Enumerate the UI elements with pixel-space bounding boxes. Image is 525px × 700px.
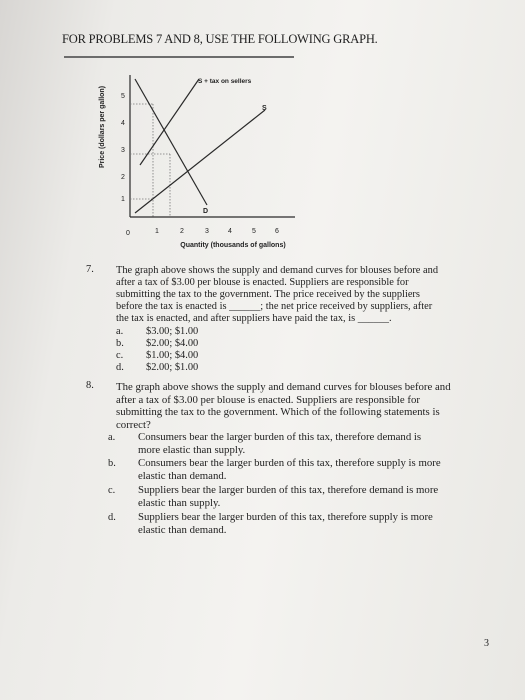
q8-option-b-letter: b.	[108, 458, 116, 469]
q8-option-a-text	[138, 431, 421, 456]
q8-option-b-line: Consumers bear the larger burden of this tax, therefore supply is more	[138, 457, 441, 469]
x-tick-3: 3	[205, 228, 209, 235]
demand-curve	[135, 79, 207, 205]
page-number: 3	[484, 638, 489, 649]
q7-option-b-text: $2.00; $4.00	[146, 338, 199, 349]
q7-option-a-text: $3.00; $1.00	[146, 326, 199, 337]
q8-option-d-line: elastic than demand.	[138, 523, 227, 536]
question-7-line: the tax is enacted, and after suppliers have paid the tax, is ______.	[116, 313, 392, 324]
x-tick-5: 5	[252, 228, 256, 235]
question-8-text	[116, 381, 466, 431]
question-8-line: after a tax of $3.00 per blouse is enacted. Suppliers are responsible for	[116, 393, 421, 406]
q8-option-a-line: more elastic than supply.	[138, 443, 246, 456]
q7-option-b-letter: b.	[116, 338, 124, 349]
x-tick-1: 1	[155, 228, 159, 235]
supply-label: S	[262, 105, 267, 112]
q8-option-a-letter: a.	[108, 432, 116, 443]
guide-lines	[130, 104, 170, 217]
question-7-number: 7.	[86, 264, 94, 275]
y-axis-label: Price (dollars per gallon)	[99, 85, 106, 169]
q8-option-d-line: Suppliers bear the larger burden of this tax, therefore supply is more	[138, 511, 433, 523]
x-tick-6: 6	[275, 228, 279, 235]
question-7-line: submitting the tax to the government. The price received by the suppliers	[116, 289, 420, 300]
y-tick-2: 2	[121, 174, 125, 181]
q7-option-c-letter: c.	[116, 350, 124, 361]
y-tick-3: 3	[121, 147, 125, 154]
question-7-line: after a tax of $3.00 per blouse is enacted. Suppliers are responsible for	[116, 277, 409, 288]
question-7-line: before the tax is enacted is ______; the net price received by suppliers, after	[116, 301, 433, 312]
q7-option-c-text: $1.00; $4.00	[146, 350, 199, 361]
q7-option-d-letter: d.	[116, 362, 124, 373]
question-8-line: The graph above shows the supply and demand curves for blouses before and	[116, 381, 451, 393]
demand-label: D	[203, 208, 209, 215]
q8-option-b-text	[138, 457, 441, 482]
x-tick-4: 4	[228, 228, 232, 235]
q8-option-d-letter: d.	[108, 512, 116, 523]
y-tick-5: 5	[121, 93, 125, 100]
page-header: FOR PROBLEMS 7 AND 8, USE THE FOLLOWING GRAPH.	[62, 32, 378, 46]
q8-option-d-text	[138, 511, 433, 536]
supply-tax-label: S + tax on sellers	[198, 78, 252, 85]
q8-option-c-letter: c.	[108, 485, 116, 496]
y-tick-4: 4	[121, 120, 125, 127]
question-8-line: submitting the tax to the government. Which of the following statements is	[116, 406, 440, 418]
q8-option-c-text	[138, 484, 438, 509]
header-rule	[64, 56, 294, 58]
supply-tax-curve	[140, 79, 199, 165]
q7-option-d-text: $2.00; $1.00	[146, 362, 199, 373]
q8-option-a-line: Consumers bear the larger burden of this tax, therefore demand is	[138, 431, 422, 443]
x-axis-label: Quantity (thousands of gallons)	[180, 242, 286, 249]
question-8-number: 8.	[86, 380, 94, 391]
question-7-line: The graph above shows the supply and demand curves for blouses before and	[116, 265, 439, 276]
x-tick-0: 0	[126, 230, 130, 237]
q8-option-c-line: elastic than supply.	[138, 496, 221, 509]
supply-curve	[135, 110, 265, 213]
supply-demand-graph	[95, 65, 315, 255]
q7-option-a-letter: a.	[116, 326, 124, 337]
q8-option-b-line: elastic than demand.	[138, 469, 227, 482]
question-7-text	[116, 265, 456, 325]
question-8-line: correct?	[116, 418, 151, 431]
q8-option-c-line: Suppliers bear the larger burden of this tax, therefore demand is more	[138, 484, 439, 496]
x-tick-2: 2	[180, 228, 184, 235]
y-tick-1: 1	[121, 196, 125, 203]
